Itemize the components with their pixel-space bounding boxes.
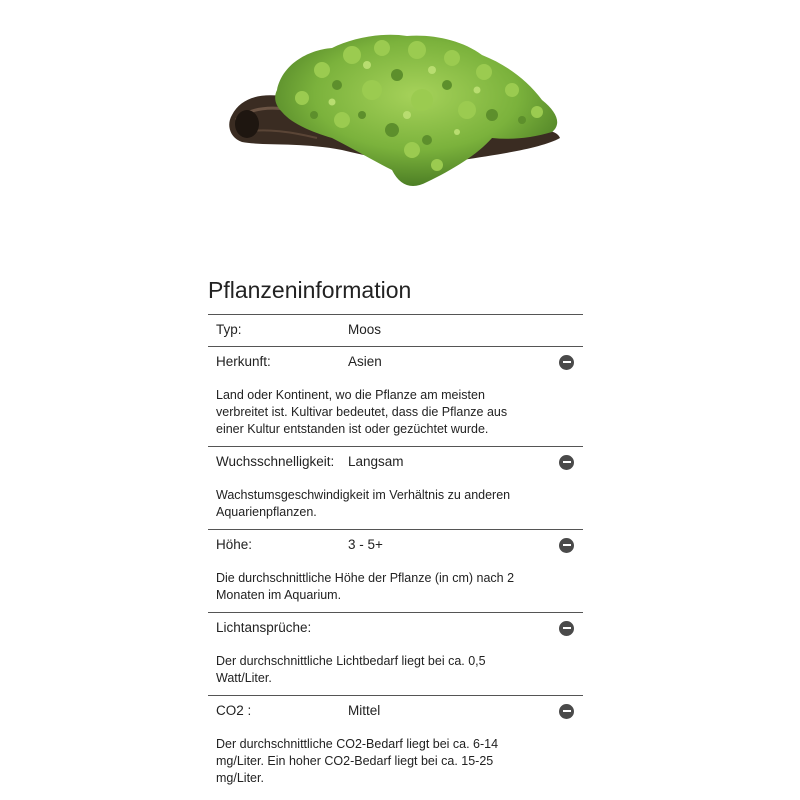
- row-value: Asien: [348, 354, 382, 369]
- row-value: Mittel: [348, 703, 381, 718]
- row-value: Langsam: [348, 454, 404, 469]
- minus-circle-icon[interactable]: [559, 704, 574, 719]
- row-label: Typ:: [216, 322, 242, 337]
- row-description: Die durchschnittliche Höhe der Pflanze (in cm) nach 2 Monaten im Aquarium.: [216, 571, 515, 602]
- info-row-co2: [208, 696, 583, 795]
- minus-circle-icon[interactable]: [559, 621, 574, 636]
- row-description: Wachstumsgeschwindigkeit im Verhältnis zu anderen Aquarienpflanzen.: [216, 488, 511, 519]
- product-image-moss-on-wood: [222, 20, 572, 210]
- row-description: Der durchschnittliche CO2-Bedarf liegt bei ca. 6-14 mg/Liter. Ein hoher CO2-Bedarf liegt bei ca. 15-25 mg/Liter.: [216, 737, 499, 785]
- minus-circle-icon[interactable]: [559, 455, 574, 470]
- row-head: [208, 620, 583, 636]
- row-head: [208, 703, 583, 719]
- row-label: Herkunft:: [216, 354, 271, 369]
- minus-circle-icon[interactable]: [559, 538, 574, 553]
- row-value: Moos: [348, 322, 382, 337]
- minus-circle-icon[interactable]: [559, 355, 574, 370]
- row-description: Land oder Kontinent, wo die Pflanze am meisten verbreitet ist. Kultivar bedeutet, dass die Pflanze aus einer Kultur entstanden ist oder gezüchtet wurde.: [216, 388, 508, 436]
- info-row-origin: [208, 347, 583, 447]
- row-head: [208, 537, 583, 553]
- row-head: [208, 322, 583, 338]
- row-label: Wuchsschnelligkeit:: [216, 454, 335, 469]
- row-head: [208, 354, 583, 370]
- plant-info-section: [208, 274, 583, 795]
- info-row-height: [208, 530, 583, 613]
- row-label: CO2 :: [216, 703, 252, 718]
- row-value: 3 - 5+: [348, 537, 383, 552]
- info-row-growth-speed: [208, 447, 583, 530]
- row-label: Lichtansprüche:: [216, 620, 312, 635]
- row-head: [208, 454, 583, 470]
- section-title: Pflanzeninformation: [208, 277, 412, 303]
- info-row-light: [208, 613, 583, 696]
- row-description: Der durchschnittliche Lichtbedarf liegt bei ca. 0,5 Watt/Liter.: [216, 654, 486, 685]
- row-label: Höhe:: [216, 537, 253, 552]
- info-row-type: [208, 315, 583, 347]
- info-table: [208, 314, 583, 795]
